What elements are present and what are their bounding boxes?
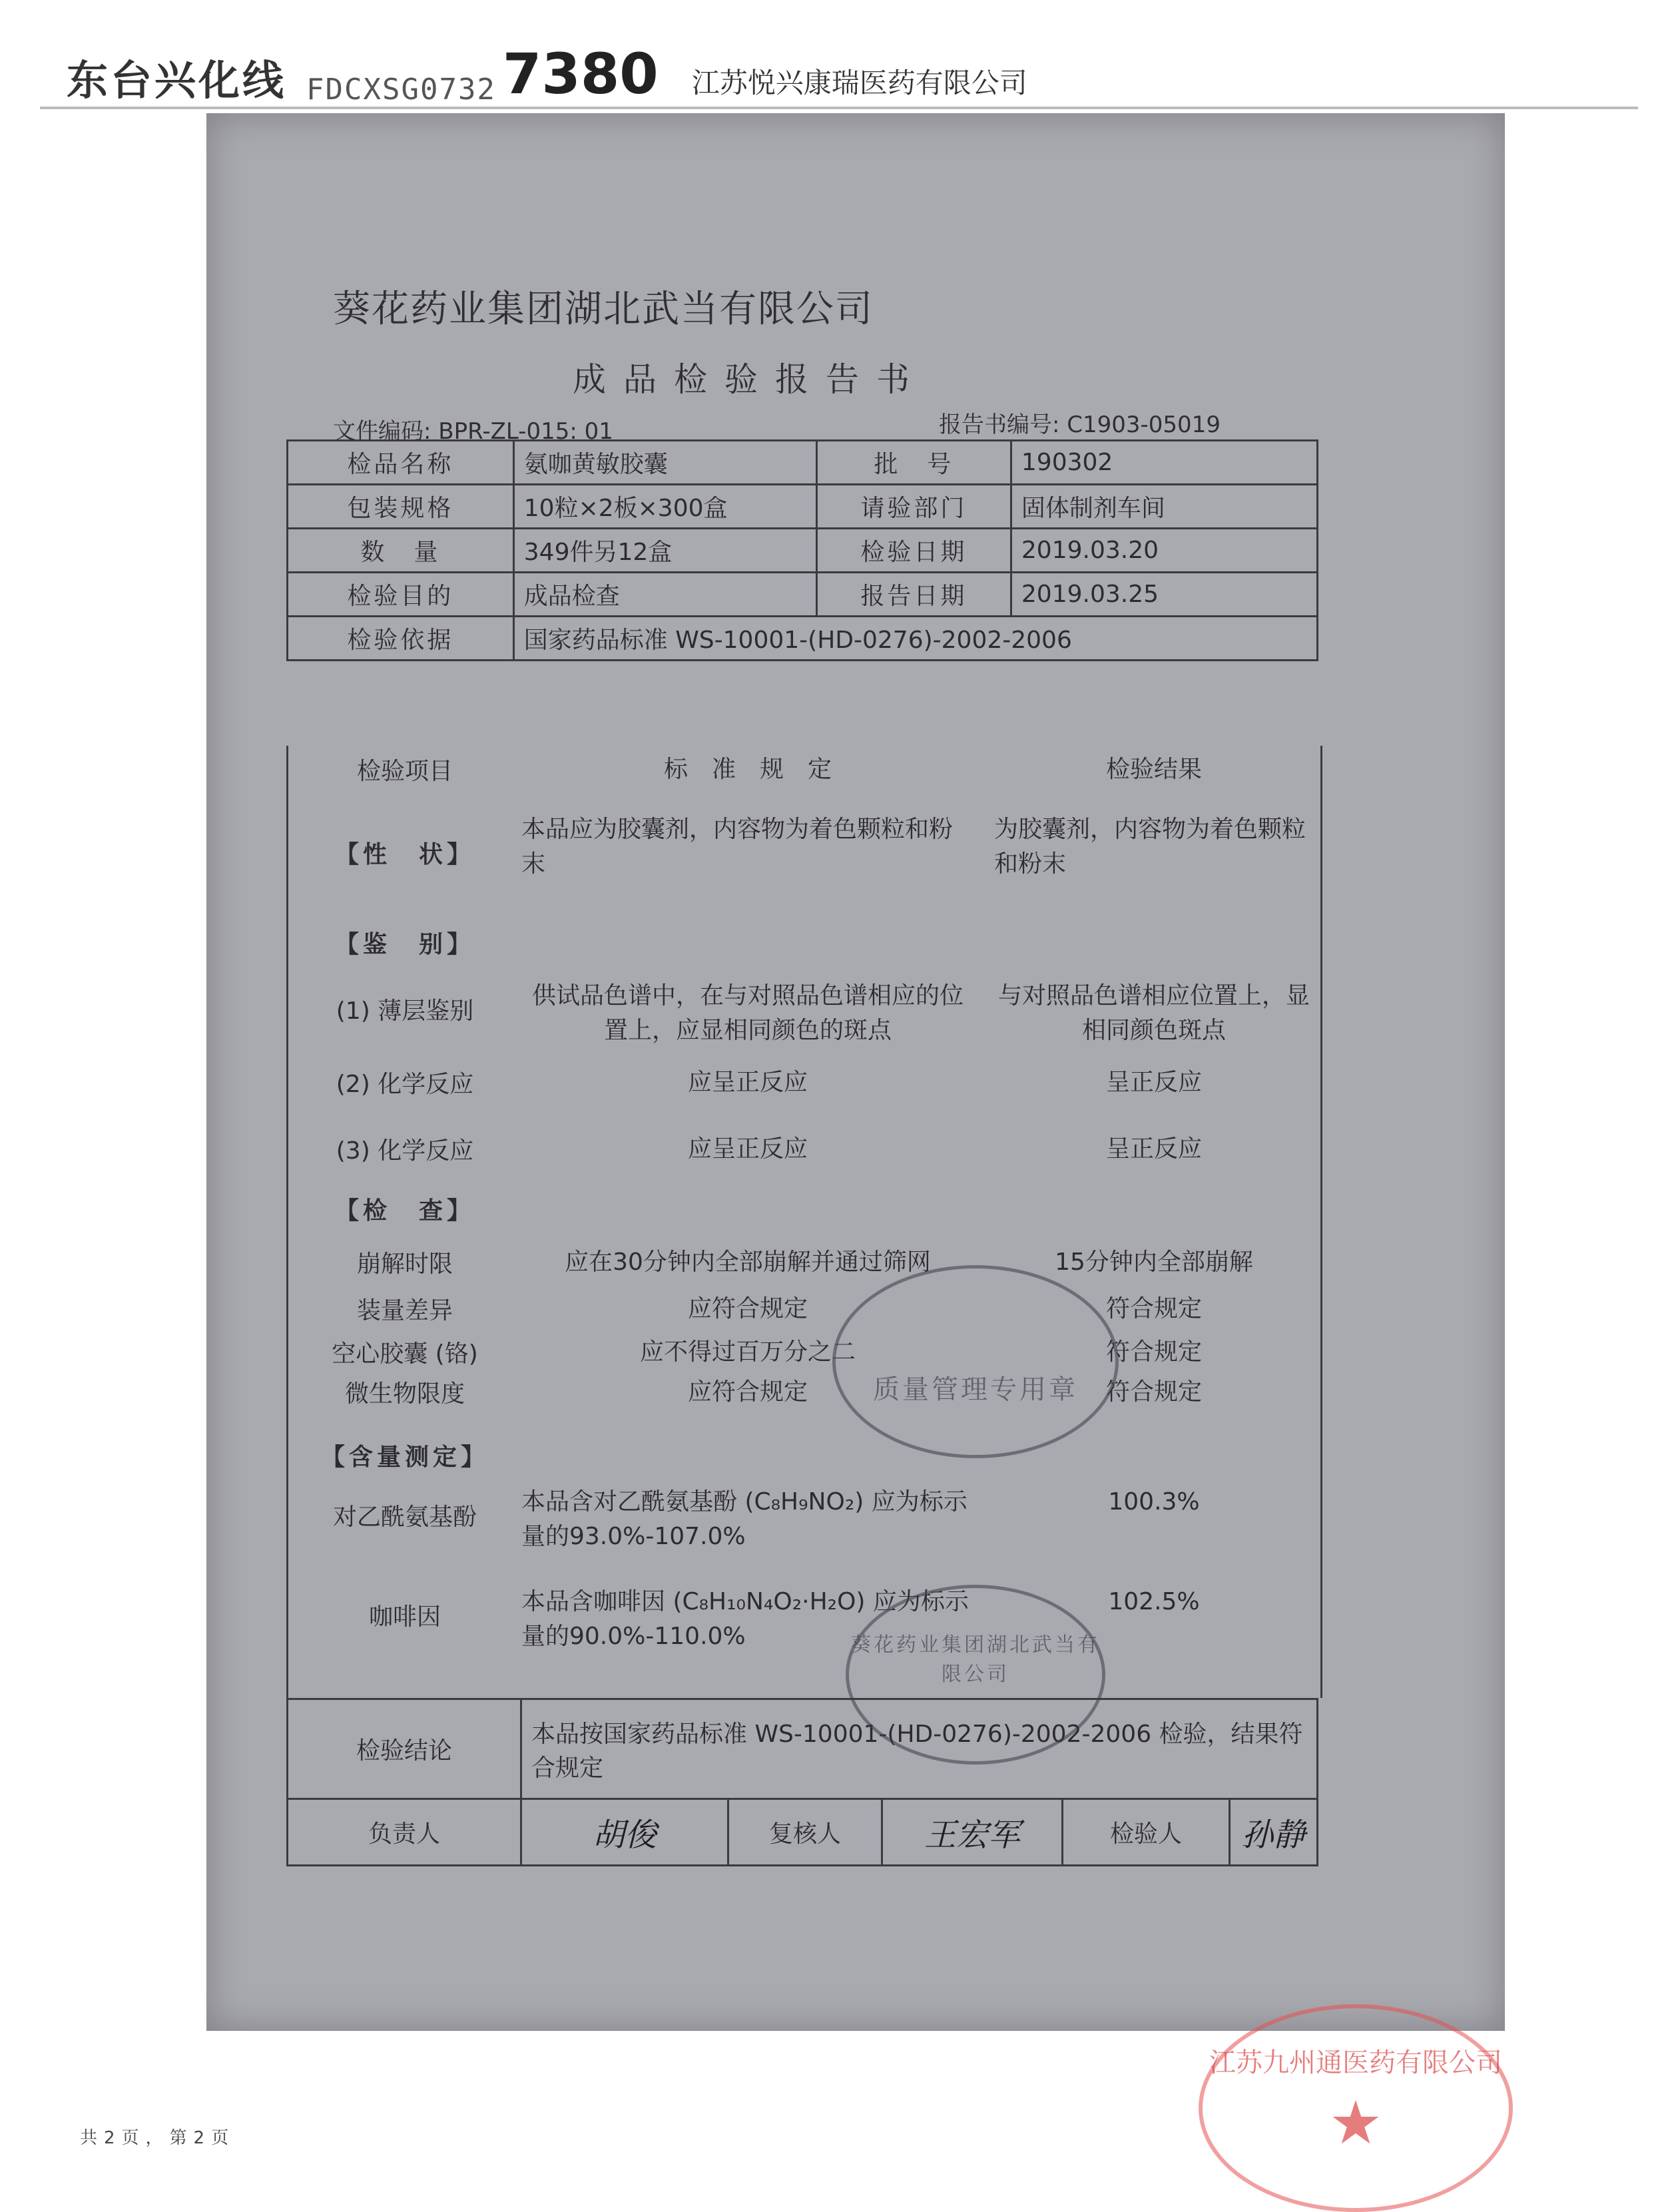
basis-value: 国家药品标准 WS-10001-(HD-0276)-2002-2006	[513, 617, 1317, 661]
section-appearance: 【性 状】	[334, 841, 475, 868]
name-label: 检品名称	[288, 441, 514, 485]
company-stamp-text: 葵花药业集团湖北武当有限公司	[851, 1633, 1100, 1686]
capsule-result: 符合规定	[1105, 1338, 1202, 1366]
chem3-item: (3) 化学反应	[336, 1137, 474, 1165]
appearance-standard: 本品应为胶囊剂，内容物为着色颗粒和粉末	[521, 816, 954, 878]
disint-standard: 应在30分钟内全部崩解并通过筛网	[565, 1248, 931, 1276]
section-identify: 【鉴 别】	[334, 931, 475, 958]
report-title: 成品检验报告书	[573, 360, 927, 399]
micro-item: 微生物限度	[344, 1380, 465, 1408]
caffeine-standard: 本品含咖啡因 (C₈H₁₀N₄O₂·H₂O) 应为标示量的90.0%-110.0%	[521, 1588, 969, 1650]
qc-stamp	[832, 1265, 1119, 1458]
weight-result: 符合规定	[1105, 1295, 1202, 1322]
star-icon: ★	[1328, 2088, 1383, 2158]
test-items-area	[286, 746, 1322, 1698]
dept-value: 固体制剂车间	[1011, 485, 1317, 529]
purpose-value: 成品检查	[513, 573, 816, 617]
report-date-label: 报告日期	[816, 573, 1011, 617]
qc-stamp-text: 质量管理专用章	[873, 1374, 1078, 1405]
purpose-label: 检验目的	[288, 573, 514, 617]
responsible-signature: 胡俊	[521, 1799, 728, 1866]
responsible-label: 负责人	[288, 1799, 521, 1866]
col-result-header: 检验结果	[1105, 756, 1202, 783]
product-code: FDCXSG0732	[306, 73, 496, 107]
disint-result: 15分钟内全部崩解	[1055, 1248, 1253, 1276]
qty-value: 349件另12盒	[513, 529, 816, 573]
distribution-header	[67, 27, 1027, 107]
report-number: 报告书编号: C1903-05019	[939, 412, 1221, 438]
micro-standard: 应符合规定	[687, 1378, 808, 1406]
pack-value: 10粒×2板×300盒	[513, 485, 816, 529]
page-footer: 共2页，第2页	[80, 2128, 236, 2148]
document-number: 文件编码: BPR-ZL-015: 01	[333, 418, 613, 445]
weight-item: 装量差异	[356, 1297, 453, 1324]
chem3-standard: 应呈正反应	[687, 1135, 808, 1163]
section-assay: 【含量测定】	[320, 1444, 489, 1471]
distributor-stamp-text: 江苏九州通医药有限公司	[1209, 2048, 1502, 2078]
chem3-result: 呈正反应	[1105, 1135, 1202, 1163]
test-date-label: 检验日期	[816, 529, 1011, 573]
caffeine-item: 咖啡因	[368, 1603, 441, 1631]
chem2-result: 呈正反应	[1105, 1069, 1202, 1096]
chem2-item: (2) 化学反应	[336, 1071, 474, 1098]
disint-item: 崩解时限	[356, 1250, 453, 1278]
weight-standard: 应符合规定	[687, 1295, 808, 1322]
company-name: 葵花药业集团湖北武当有限公司	[333, 288, 874, 331]
apap-standard: 本品含对乙酰氨基酚 (C₈H₉NO₂) 应为标示量的93.0%-107.0%	[521, 1488, 968, 1550]
tlc-standard: 供试品色谱中，在与对照品色谱相应的位置上，应显相同颜色的斑点	[531, 982, 964, 1044]
col-item-header: 检验项目	[356, 758, 453, 785]
product-name: 氨咖黄敏胶囊	[513, 441, 816, 485]
apap-result: 100.3%	[1108, 1488, 1200, 1516]
distributor-stamp	[1199, 2004, 1513, 2212]
buyer-company: 江苏悦兴康瑞医药有限公司	[691, 67, 1027, 99]
inspector-label: 检验人	[1063, 1799, 1230, 1866]
company-stamp	[846, 1585, 1105, 1765]
info-table	[286, 439, 1318, 661]
report-date-value: 2019.03.25	[1011, 573, 1317, 617]
tlc-item: (1) 薄层鉴别	[336, 997, 474, 1025]
micro-result: 符合规定	[1105, 1378, 1202, 1406]
basis-label: 检验依据	[288, 617, 514, 661]
conclusion-text: 本品按国家药品标准 WS-10001-(HD-0276)-2002-2006 检验，结果符合规定	[521, 1699, 1318, 1799]
pack-label: 包装规格	[288, 485, 514, 529]
capsule-standard: 应不得过百万分之二	[639, 1338, 856, 1366]
batch-label: 批 号	[816, 441, 1011, 485]
header-divider	[40, 107, 1638, 109]
dept-label: 请验部门	[816, 485, 1011, 529]
tlc-result: 与对照品色谱相应位置上，显相同颜色斑点	[997, 982, 1310, 1044]
inspector-signature: 孙静	[1230, 1799, 1318, 1866]
section-check: 【检 查】	[334, 1197, 475, 1225]
apap-item: 对乙酰氨基酚	[332, 1504, 477, 1531]
conclusion-label: 检验结论	[288, 1699, 521, 1799]
code-number: 7380	[502, 41, 659, 107]
chem2-standard: 应呈正反应	[687, 1069, 808, 1096]
appearance-result: 为胶囊剂，内容物为着色颗粒和粉末	[994, 816, 1306, 878]
distributor-route: 东台兴化线	[67, 56, 287, 105]
test-date-value: 2019.03.20	[1011, 529, 1317, 573]
caffeine-result: 102.5%	[1108, 1588, 1200, 1615]
qty-label: 数 量	[288, 529, 514, 573]
col-standard-header: 标 准 规 定	[663, 756, 832, 783]
capsule-item: 空心胶囊 (铬)	[332, 1340, 478, 1368]
reviewer-signature: 王宏军	[882, 1799, 1063, 1866]
reviewer-label: 复核人	[728, 1799, 882, 1866]
report-sheet	[206, 113, 1505, 2031]
conclusion-table	[286, 1698, 1318, 1866]
batch-value: 190302	[1011, 441, 1317, 485]
